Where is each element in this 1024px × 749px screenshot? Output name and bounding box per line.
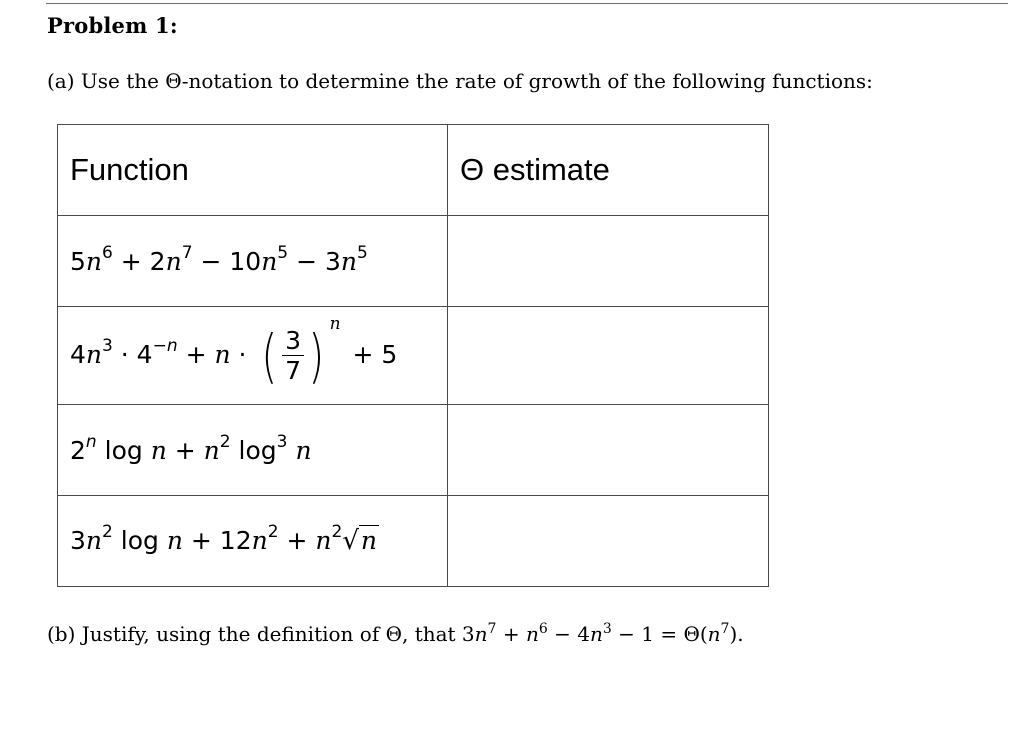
function-cell bbox=[58, 307, 448, 405]
fraction-denominator: 7 bbox=[285, 356, 301, 385]
expr-token: log bbox=[96, 435, 151, 465]
expr-token: − 1 = Θ( bbox=[611, 622, 708, 646]
function-cell bbox=[58, 496, 448, 587]
expr-token: 3 bbox=[70, 526, 86, 555]
expr-token: 5 bbox=[277, 242, 289, 263]
expr-token: · 4 bbox=[112, 339, 153, 369]
expr-token: 3 bbox=[276, 431, 288, 452]
table-row bbox=[58, 496, 769, 587]
fraction-numerator: 3 bbox=[282, 328, 304, 356]
expr-token: n bbox=[165, 246, 182, 276]
expr-token: log bbox=[112, 526, 167, 555]
growth-rate-table bbox=[57, 124, 769, 587]
expr-token: 2 bbox=[331, 522, 343, 542]
expr-token: n bbox=[525, 622, 539, 646]
expr-token: + bbox=[166, 435, 204, 465]
expr-token: n bbox=[251, 526, 268, 555]
expr-token: 2 bbox=[102, 522, 113, 542]
expr-token: − 3 bbox=[288, 246, 341, 276]
table-row bbox=[58, 405, 769, 496]
expr-token: n bbox=[340, 246, 357, 276]
expr-token: + 12 bbox=[182, 526, 252, 555]
expr-token: 2 bbox=[70, 435, 86, 465]
function-cell bbox=[58, 216, 448, 307]
estimate-cell[interactable] bbox=[448, 496, 769, 587]
expr-token: −n bbox=[152, 335, 178, 356]
expr-token: n bbox=[295, 435, 312, 465]
expr-token: 6 bbox=[102, 242, 113, 263]
expr-token: n bbox=[85, 339, 103, 369]
header-theta-estimate: Θ estimate bbox=[448, 125, 769, 216]
expr-token: + bbox=[177, 339, 215, 369]
expr-token: ). bbox=[729, 622, 744, 646]
fraction-exponent: n bbox=[329, 313, 341, 334]
expr-token: n bbox=[707, 622, 721, 646]
expr-token: log bbox=[230, 435, 277, 465]
top-rule bbox=[46, 3, 1008, 4]
expr-token: n bbox=[166, 526, 183, 555]
expr-token: − 4 bbox=[547, 622, 590, 646]
expr-token: 7 bbox=[181, 242, 193, 263]
table-header-row bbox=[58, 125, 769, 216]
function-expression bbox=[70, 431, 312, 465]
expr-token: + 2 bbox=[112, 246, 166, 276]
table-row bbox=[58, 307, 769, 405]
expr-token: n bbox=[261, 246, 278, 276]
problem-title: Problem 1: bbox=[47, 13, 178, 38]
expr-token: 6 bbox=[538, 621, 548, 637]
sqrt-argument: n bbox=[360, 526, 378, 555]
function-expression bbox=[70, 313, 398, 390]
expr-token: + bbox=[496, 622, 526, 646]
expr-token: n bbox=[203, 435, 220, 465]
expr-token: 5 bbox=[356, 242, 368, 263]
expr-token: + 5 bbox=[344, 339, 398, 369]
expr-token: n bbox=[85, 526, 103, 555]
expr-token: · bbox=[230, 339, 255, 369]
expr-token: 3 bbox=[102, 335, 113, 356]
expr-token: n bbox=[315, 526, 332, 555]
expr-token: n bbox=[85, 431, 97, 452]
function-cell bbox=[58, 405, 448, 496]
right-paren: ) bbox=[308, 321, 325, 390]
expr-token: n bbox=[589, 622, 603, 646]
expr-token: 2 bbox=[219, 431, 231, 452]
expr-token: n bbox=[85, 246, 103, 276]
function-expression bbox=[70, 522, 379, 556]
expr-token: + bbox=[278, 526, 316, 555]
expr-token: 4 bbox=[70, 339, 86, 369]
estimate-cell[interactable] bbox=[448, 307, 769, 405]
part-b-prompt bbox=[47, 622, 744, 646]
sqrt-sign: √ bbox=[342, 526, 359, 556]
estimate-cell[interactable] bbox=[448, 405, 769, 496]
expr-token: 7 bbox=[487, 621, 497, 637]
part-b-text: (b) Justify, using the definition of Θ, that 3 bbox=[47, 622, 475, 646]
expr-token: 3 bbox=[602, 621, 612, 637]
expr-token: n bbox=[214, 339, 231, 369]
expr-token: n bbox=[150, 435, 167, 465]
part-a-prompt: (a) Use the Θ-notation to determine the rate of growth of the following functions: bbox=[47, 69, 873, 93]
expr-token: 7 bbox=[720, 621, 730, 637]
function-expression bbox=[70, 242, 368, 276]
estimate-cell[interactable] bbox=[448, 216, 769, 307]
expr-token: 2 bbox=[267, 522, 279, 542]
table-row bbox=[58, 216, 769, 307]
left-paren: ( bbox=[261, 321, 278, 390]
header-function: Function bbox=[58, 125, 448, 216]
expr-token: − 10 bbox=[192, 246, 262, 276]
expr-token: n bbox=[474, 622, 488, 646]
fraction-power bbox=[258, 313, 341, 390]
expr-token: 5 bbox=[70, 246, 86, 276]
fraction bbox=[282, 328, 304, 383]
